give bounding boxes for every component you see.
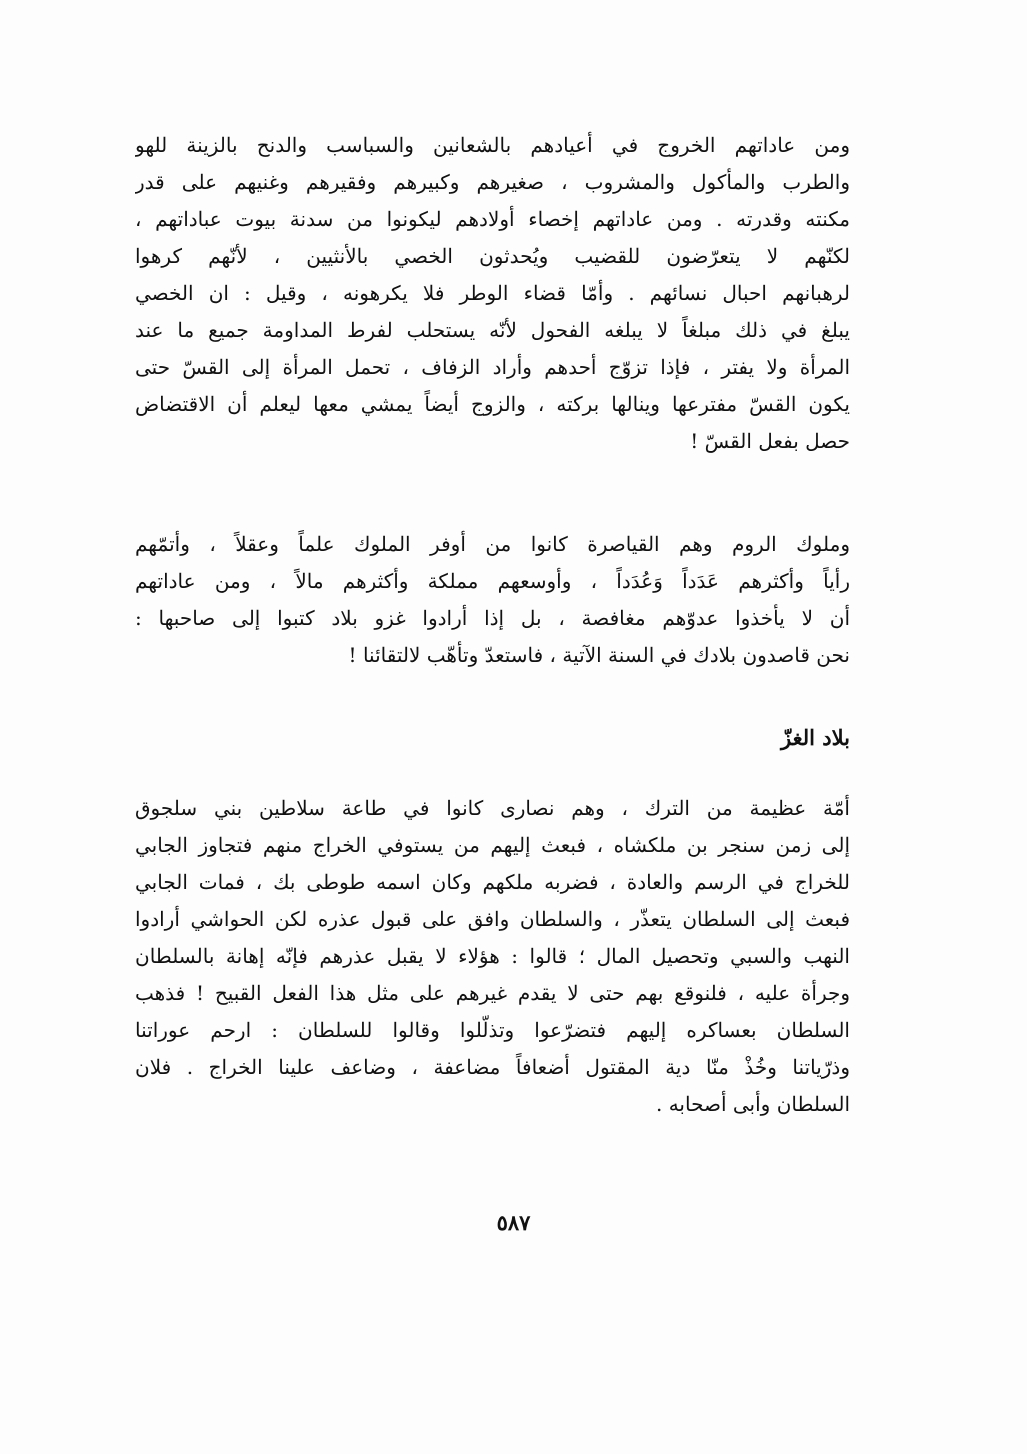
- text-line: وملوك الروم وهم القياصرة كانوا من أوفر الملوك علماً وعقلاً ، وأتمّهم: [135, 532, 850, 556]
- text-line: السلطان بعساكره إليهم فتضرّعوا وتذلّلوا وقالوا للسلطان : ارحم عوراتنا: [135, 1018, 850, 1042]
- paragraph-rum-kings: [135, 526, 850, 674]
- text-line: السلطان وأبى أصحابه .: [655, 1092, 850, 1116]
- paragraph-customs-rum: [135, 127, 850, 460]
- text-line: حصل بفعل القسّ !: [690, 429, 850, 453]
- text-line: يبلغ في ذلك مبلغاً لا يبلغه الفحول لأنّه يستحلب لفرط المداومة جميع ما عند: [135, 318, 850, 342]
- section-heading: بلاد الغزّ: [781, 725, 850, 750]
- text-line: ومن عاداتهم الخروج في أعيادهم بالشعانين والسباسب والدنح بالزينة للهو: [135, 133, 850, 157]
- text-line: للخراج في الرسم والعادة ، فضربه ملكهم وكان اسمه طوطى بك ، فمات الجابي: [135, 870, 850, 894]
- text-line: أمّة عظيمة من الترك ، وهم نصارى كانوا في طاعة سلاطين بني سلجوق: [135, 796, 850, 820]
- text-line: نحن قاصدون بلادك في السنة الآتية ، فاستعدّ وتأهّب لالتقائنا !: [348, 643, 850, 667]
- text-line: رأياً وأكثرهم عَدَداً وَعُدَداً ، وأوسعهم مملكة وأكثرهم مالاً ، ومن عاداتهم: [135, 569, 850, 593]
- text-line: مكنته وقدرته . ومن عاداتهم إخصاء أولادهم ليكونوا من سدنة بيوت عباداتهم ،: [135, 207, 850, 231]
- text-line: لكنّهم لا يتعرّضون للقضيب ويُحدثون الخصي بالأنثيين ، لأنّهم كرهوا: [135, 244, 850, 268]
- text-line: النهب والسبي وتحصيل المال ؛ قالوا : هؤلاء لا يقبل عذرهم فإنّه إهانة بالسلطان: [135, 944, 850, 968]
- paragraph-ghuzz: [135, 790, 850, 1123]
- text-line: أن لا يأخذوا عدوّهم مغافصة ، بل إذا أرادوا غزو بلاد كتبوا إلى صاحبها :: [135, 606, 850, 630]
- text-line: لرهبانهم احبال نسائهم . وأمّا قضاء الوطر فلا يكرهونه ، وقيل : ان الخصي: [135, 281, 850, 305]
- text-line: وجرأة عليه ، فلنوقع بهم حتى لا يقدم غيرهم على مثل هذا الفعل القبيح ! فذهب: [135, 981, 850, 1005]
- text-line: فبعث إلى السلطان يتعذّر ، والسلطان وافق على قبول عذره لكن الحواشي أرادوا: [135, 907, 850, 931]
- text-line: يكون القسّ مفترعها وينالها بركته ، والزوج أيضاً يمشي معها ليعلم أن الاقتضاض: [135, 392, 850, 416]
- text-line: المرأة ولا يفتر ، فإذا تزوّج أحدهم وأراد الزفاف ، تحمل المرأة إلى القسّ حتى: [135, 355, 850, 379]
- text-line: إلى زمن سنجر بن ملكشاه ، فبعث إليهم من يستوفي الخراج منهم فتجاوز الجابي: [135, 833, 850, 857]
- text-line: والطرب والمأكول والمشروب ، صغيرهم وكبيرهم وفقيرهم وغنيهم على قدر: [135, 170, 850, 194]
- page-number: ٥٨٧: [496, 1210, 531, 1235]
- text-line: وذرّياتنا وخُذْ منّا دية المقتول أضعافاً مضاعفة ، وضاعف علينا الخراج . فلان: [135, 1055, 850, 1079]
